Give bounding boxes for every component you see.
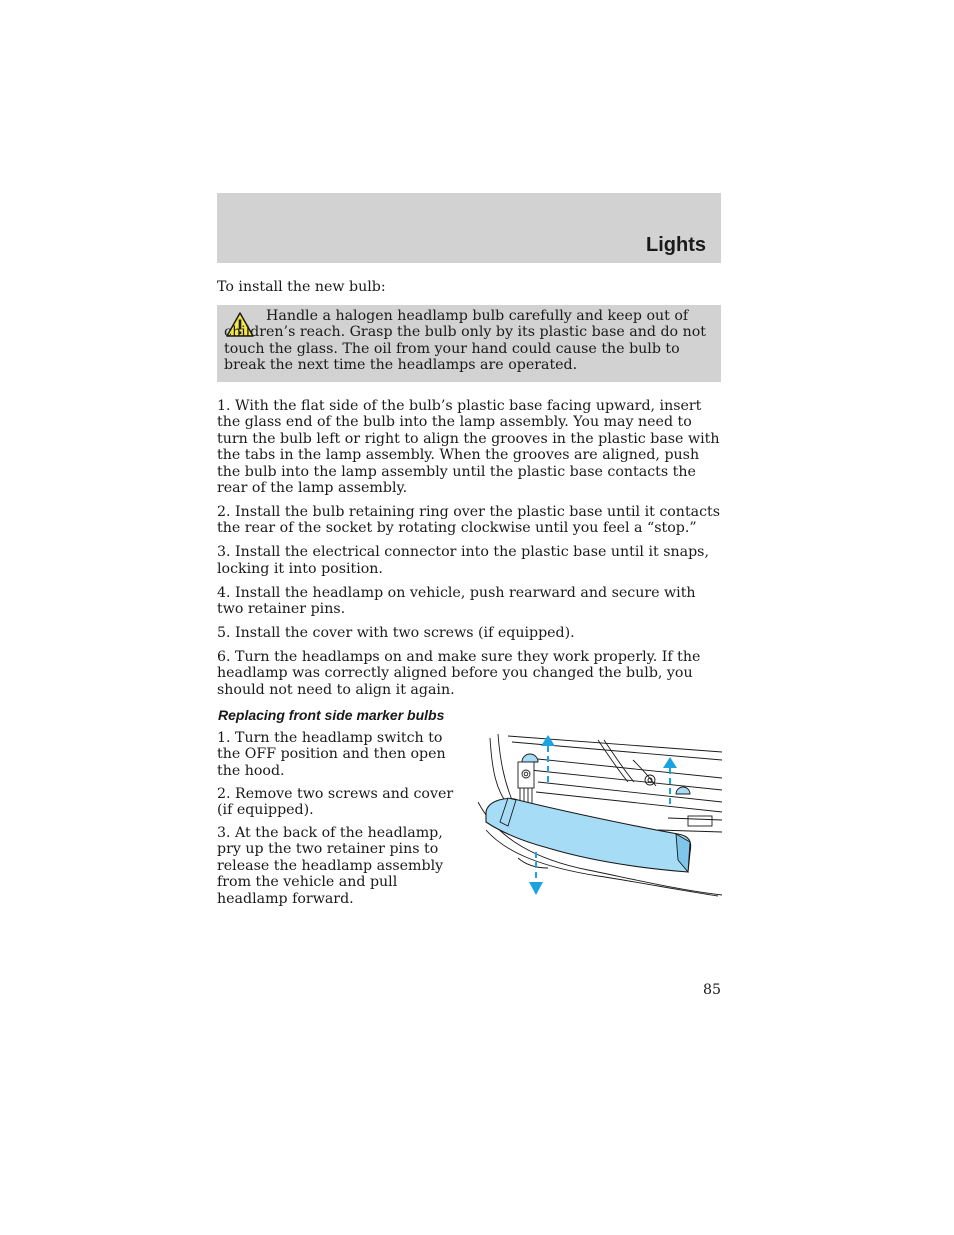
warning-box <box>217 305 721 382</box>
warning-text: Handle a halogen headlamp bulb carefully and keep out of children’s reach. Grasp the bulb only by its plastic base and do not touch the glass. The oil from your hand could cause the bulb to break the next time the headlamps are operated. <box>224 308 706 374</box>
install-step: 5. Install the cover with two screws (if equipped). <box>217 624 575 641</box>
headlamp-removal-illustration <box>478 730 722 898</box>
install-step: 1. With the flat side of the bulb’s plastic base facing upward, insert the glass end of the bulb into the lamp assembly. You may need to turn the bulb left or right to align the grooves in the plastic base with the tabs in the lamp assembly. When the grooves are aligned, push the bulb into the lamp assembly until the plastic base contacts the rear of the lamp assembly. <box>217 398 720 497</box>
intro-text: To install the new bulb: <box>217 279 386 295</box>
section-title: Lights <box>646 234 706 256</box>
marker-step: 1. Turn the headlamp switch to the OFF position and then open the hood. <box>217 730 446 779</box>
page-number: 85 <box>702 982 721 998</box>
install-step: 6. Turn the headlamps on and make sure they work properly. If the headlamp was correctly aligned before you changed the bulb, you should not need to align it again. <box>217 648 701 698</box>
header-band <box>217 193 721 263</box>
install-step: 2. Install the bulb retaining ring over the plastic base until it contacts the rear of the socket by rotating clockwise until you feel a “stop.” <box>217 503 721 537</box>
marker-step: 3. At the back of the headlamp, pry up the two retainer pins to release the headlamp assembly from the vehicle and pull headlamp forward. <box>217 825 444 907</box>
marker-step: 2. Remove two screws and cover (if equipped). <box>217 785 454 819</box>
subheading: Replacing front side marker bulbs <box>218 707 445 723</box>
install-step: 3. Install the electrical connector into the plastic base until it snaps, locking it into position. <box>217 544 709 577</box>
install-step: 4. Install the headlamp on vehicle, push rearward and secure with two retainer pins. <box>217 584 696 617</box>
marker-steps <box>217 730 467 914</box>
install-steps <box>217 398 722 706</box>
